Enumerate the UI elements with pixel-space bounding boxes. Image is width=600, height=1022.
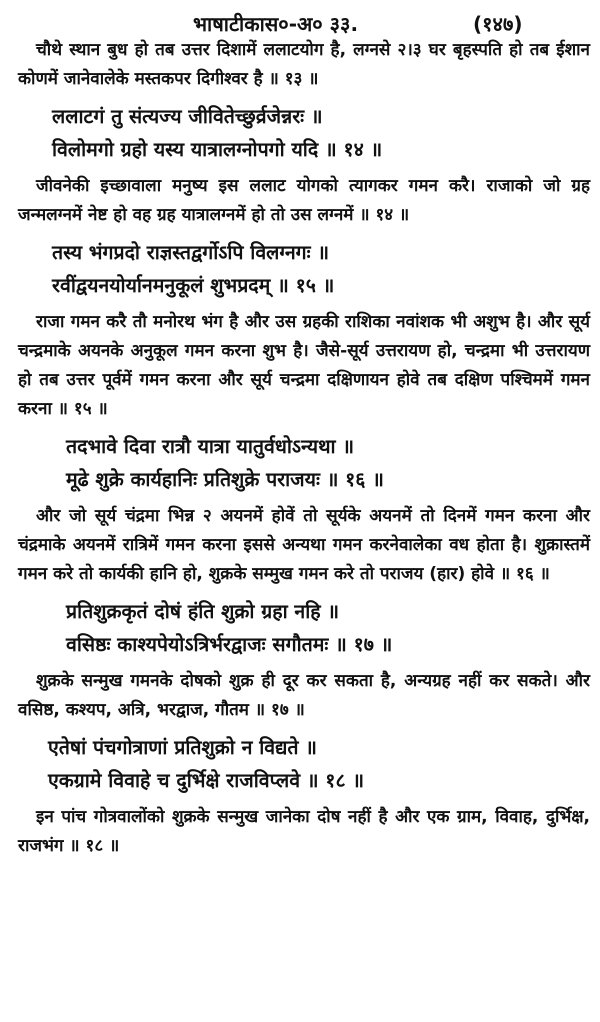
commentary-14: जीवनेकी इच्छावाला मनुष्य इस ललाट योगको त्यागकर गमन करै। राजाको जो ग्रह जन्मलग्नमें नेष्ट हो वह ग्रह यात्रालग्नमें हो तो उस लग्नमें ॥ १४ ॥ — [18, 176, 590, 225]
verse-line: विलोमगो ग्रहो यस्य यात्रालग्नोपगो यदि ॥ १४ ॥ — [52, 138, 383, 161]
verse-line: तस्य भंगप्रदो राज्ञस्तद्वर्गोऽपि विलग्नगः ॥ — [52, 241, 330, 264]
verse-line: प्रतिशुक्रकृतं दोषं हंति शुक्रो ग्रहा नहि ॥ — [66, 600, 340, 623]
commentary-15: राजा गमन करै तौ मनोरथ भंग है और उस ग्रहकी राशिका नवांशक भी अशुभ है। और सूर्य चन्द्रमाके अयनके अनुकूल गमन करना शुभ है। जैसे-सूर्य उत्तरायण हो, चन्द्रमा भी उत्तरायण हो तब उत्तर पूर्वमें गमन करना और सूर्य चन्द्रमा दक्षिणायन होवे तब दक्षिण पश्चिममें गमन करना ॥ १५ ॥ — [18, 312, 590, 419]
verse-line: ललाटगं तु संत्यज्य जीवितेच्छुर्व्रजेन्नरः ॥ — [52, 105, 323, 128]
verse-17 — [18, 595, 590, 661]
verse-line: तदभावे दिवा रात्रौ यात्रा यातुर्वधोऽन्यथा ॥ — [66, 435, 355, 458]
verse-14 — [18, 100, 590, 166]
commentary-16: और जो सूर्य चंद्रमा भिन्न २ अयनमें होवें तो सूर्यके अयनमें तो दिनमें गमन करना और चंद्रमाके अयनमें रात्रिमें गमन करना इससे अन्यथा गमन करनेवालेका वध होता है। शुक्रास्तमें गमन करे तो कार्यकी हानि हो, शुक्रके सम्मुख गमन करे तो पराजय (हार) होवे ॥ १६ ॥ — [18, 506, 590, 584]
verse-18 — [18, 731, 590, 797]
verse-line: मूढे शुक्रे कार्यहानिः प्रतिशुक्रे पराजयः ॥ १६ ॥ — [66, 468, 384, 491]
verse-line: एकग्रामे विवाहे च दुर्भिक्षे राजविप्लवे ॥ १८ ॥ — [48, 769, 365, 792]
verse-15 — [18, 236, 590, 302]
page-header — [18, 6, 590, 36]
commentary-13: चौथे स्थान बुध हो तब उत्तर दिशामें ललाटयोग है, लग्नसे २।३ घर बृहस्पति हो तब ईशान कोणमें जानेवालेके मस्तकपर दिगीश्वर है ॥ १३ ॥ — [18, 40, 590, 89]
running-title: भाषाटीकास०-अ० ३३. — [193, 12, 359, 36]
commentary-17: शुक्रके सन्मुख गमनके दोषको शुक्र ही दूर कर सकता है, अन्यग्रह नहीं कर सकते। और वसिष्ठ, कश्यप, अत्रि, भरद्वाज, गौतम ॥ १७ ॥ — [18, 671, 590, 720]
verse-16 — [18, 430, 590, 496]
page-number: (१४७) — [473, 12, 523, 36]
verse-line: वसिष्ठः काश्यपेयोऽत्रिर्भरद्वाजः सगौतमः ॥ १७ ॥ — [66, 633, 393, 656]
commentary-18: इन पांच गोत्रवालोंको शुक्रके सन्मुख जानेका दोष नहीं है और एक ग्राम, विवाह, दुर्भिक्ष, राजभंग ॥ १८ ॥ — [18, 807, 590, 856]
verse-line: एतेषां पंचगोत्राणां प्रतिशुक्रो न विद्यते ॥ — [48, 736, 317, 759]
verse-line: रवींद्वयनयोर्यानमनुकूलं शुभप्रदम् ॥ १५ ॥ — [52, 274, 335, 297]
